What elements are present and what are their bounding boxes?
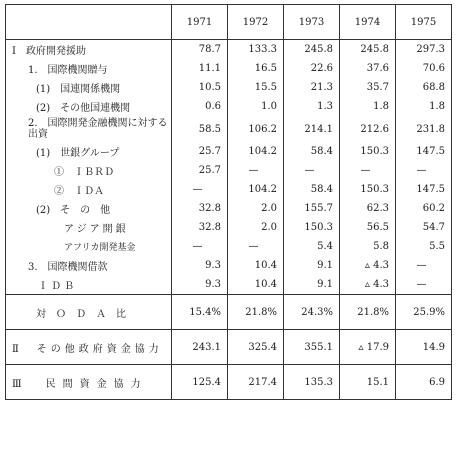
cell: 155.7 (284, 199, 340, 218)
cell: 58.4 (284, 180, 340, 199)
cell: — (340, 161, 396, 180)
cell: 54.7 (396, 218, 452, 237)
cell: — (228, 237, 284, 256)
cell: — (396, 275, 452, 295)
row-label: ＩＤＢ (38, 281, 77, 292)
cell: 150.3 (340, 142, 396, 161)
private-row (6, 365, 452, 400)
cell: 150.3 (340, 180, 396, 199)
cell: 32.8 (172, 218, 228, 237)
cell: 21.3 (284, 78, 340, 97)
cell: 212.6 (340, 116, 396, 142)
cell: 325.4 (228, 330, 284, 365)
cell: 16.5 (228, 59, 284, 78)
table-row (6, 180, 452, 199)
table-row (6, 256, 452, 275)
table-row (6, 237, 452, 256)
cell: — (228, 161, 284, 180)
header-blank (6, 5, 172, 40)
cell: 25.9% (396, 295, 452, 330)
table-row (6, 97, 452, 116)
cell: 78.7 (172, 40, 228, 60)
table-row (6, 199, 452, 218)
cell: 125.4 (172, 365, 228, 400)
cell: ▵ 4.3 (340, 275, 396, 295)
cell: 25.7 (172, 161, 228, 180)
cell: 9.1 (284, 256, 340, 275)
cell: 355.1 (284, 330, 340, 365)
cell: 2.0 (228, 218, 284, 237)
cell: 104.2 (228, 142, 284, 161)
cell: 1.0 (228, 97, 284, 116)
row-label: Ⅰ 政府開発援助 (12, 46, 86, 57)
cell: ▵ 4.3 (340, 256, 396, 275)
cell: 104.2 (228, 180, 284, 199)
cell: 1.8 (340, 97, 396, 116)
cell: 68.8 (396, 78, 452, 97)
year-header: 1973 (284, 5, 340, 40)
cell: — (172, 237, 228, 256)
cell: — (396, 256, 452, 275)
row-label: 2. 国際開発金融機関に対する出資 (28, 118, 168, 140)
cell: 5.8 (340, 237, 396, 256)
row-label: アジア開銀 (64, 224, 129, 235)
table-row (6, 161, 452, 180)
cell: 25.7 (172, 142, 228, 161)
row-label: (1) 国連関係機関 (36, 84, 121, 95)
table-row (6, 40, 452, 60)
cell: 214.1 (284, 116, 340, 142)
row-label: (1) 世銀グループ (36, 148, 120, 159)
table-row (6, 218, 452, 237)
row-label: ② ＩＤＡ (54, 186, 104, 197)
cell: 11.1 (172, 59, 228, 78)
ratio-row (6, 295, 452, 330)
year-header: 1975 (396, 5, 452, 40)
cell: — (396, 161, 452, 180)
cell: 35.7 (340, 78, 396, 97)
cell: 10.4 (228, 275, 284, 295)
cell: 70.6 (396, 59, 452, 78)
cell: 58.5 (172, 116, 228, 142)
cell: 231.8 (396, 116, 452, 142)
cell: 1.8 (396, 97, 452, 116)
cell: 5.4 (284, 237, 340, 256)
cell: 135.3 (284, 365, 340, 400)
row-label: (2) その他国連機関 (36, 103, 131, 114)
cell: — (284, 161, 340, 180)
row-label: Ⅱ その他政府資金協力 (6, 330, 172, 365)
cell: 9.1 (284, 275, 340, 295)
row-label: アフリカ開発基金 (64, 243, 136, 253)
cell: 37.6 (340, 59, 396, 78)
cell: 9.3 (172, 275, 228, 295)
oda-table (5, 4, 452, 400)
cell: 2.0 (228, 199, 284, 218)
cell: 10.4 (228, 256, 284, 275)
cell: 5.5 (396, 237, 452, 256)
cell: 147.5 (396, 142, 452, 161)
cell: 15.5 (228, 78, 284, 97)
cell: 150.3 (284, 218, 340, 237)
cell: 133.3 (228, 40, 284, 60)
cell: 243.1 (172, 330, 228, 365)
row-label: 対ＯＤＡ比 (6, 295, 172, 330)
cell: 147.5 (396, 180, 452, 199)
year-header: 1971 (172, 5, 228, 40)
cell: 245.8 (284, 40, 340, 60)
cell: ▵ 17.9 (340, 330, 396, 365)
cell: 56.5 (340, 218, 396, 237)
other-gov-row (6, 330, 452, 365)
cell: 22.6 (284, 59, 340, 78)
cell: 15.4% (172, 295, 228, 330)
cell: 14.9 (396, 330, 452, 365)
row-label: 3. 国際機関借款 (28, 262, 108, 273)
row-label: (2) そ の 他 (36, 205, 111, 216)
header-row (6, 5, 452, 40)
table-row (6, 78, 452, 97)
cell: 32.8 (172, 199, 228, 218)
row-label: Ⅲ 民間資金協力 (6, 365, 172, 400)
cell: 217.4 (228, 365, 284, 400)
cell: 6.9 (396, 365, 452, 400)
table-row (6, 59, 452, 78)
year-header: 1974 (340, 5, 396, 40)
cell: 0.6 (172, 97, 228, 116)
table-row (6, 116, 452, 142)
cell: 21.8% (228, 295, 284, 330)
cell: 58.4 (284, 142, 340, 161)
cell: — (172, 180, 228, 199)
cell: 245.8 (340, 40, 396, 60)
cell: 62.3 (340, 199, 396, 218)
row-label: 1. 国際機関贈与 (28, 65, 108, 76)
cell: 1.3 (284, 97, 340, 116)
cell: 24.3% (284, 295, 340, 330)
row-label: ① ＩＢＲＤ (54, 167, 114, 178)
table-row (6, 275, 452, 295)
table-row (6, 142, 452, 161)
cell: 10.5 (172, 78, 228, 97)
cell: 9.3 (172, 256, 228, 275)
cell: 21.8% (340, 295, 396, 330)
cell: 106.2 (228, 116, 284, 142)
cell: 15.1 (340, 365, 396, 400)
year-header: 1972 (228, 5, 284, 40)
cell: 60.2 (396, 199, 452, 218)
cell: 297.3 (396, 40, 452, 60)
